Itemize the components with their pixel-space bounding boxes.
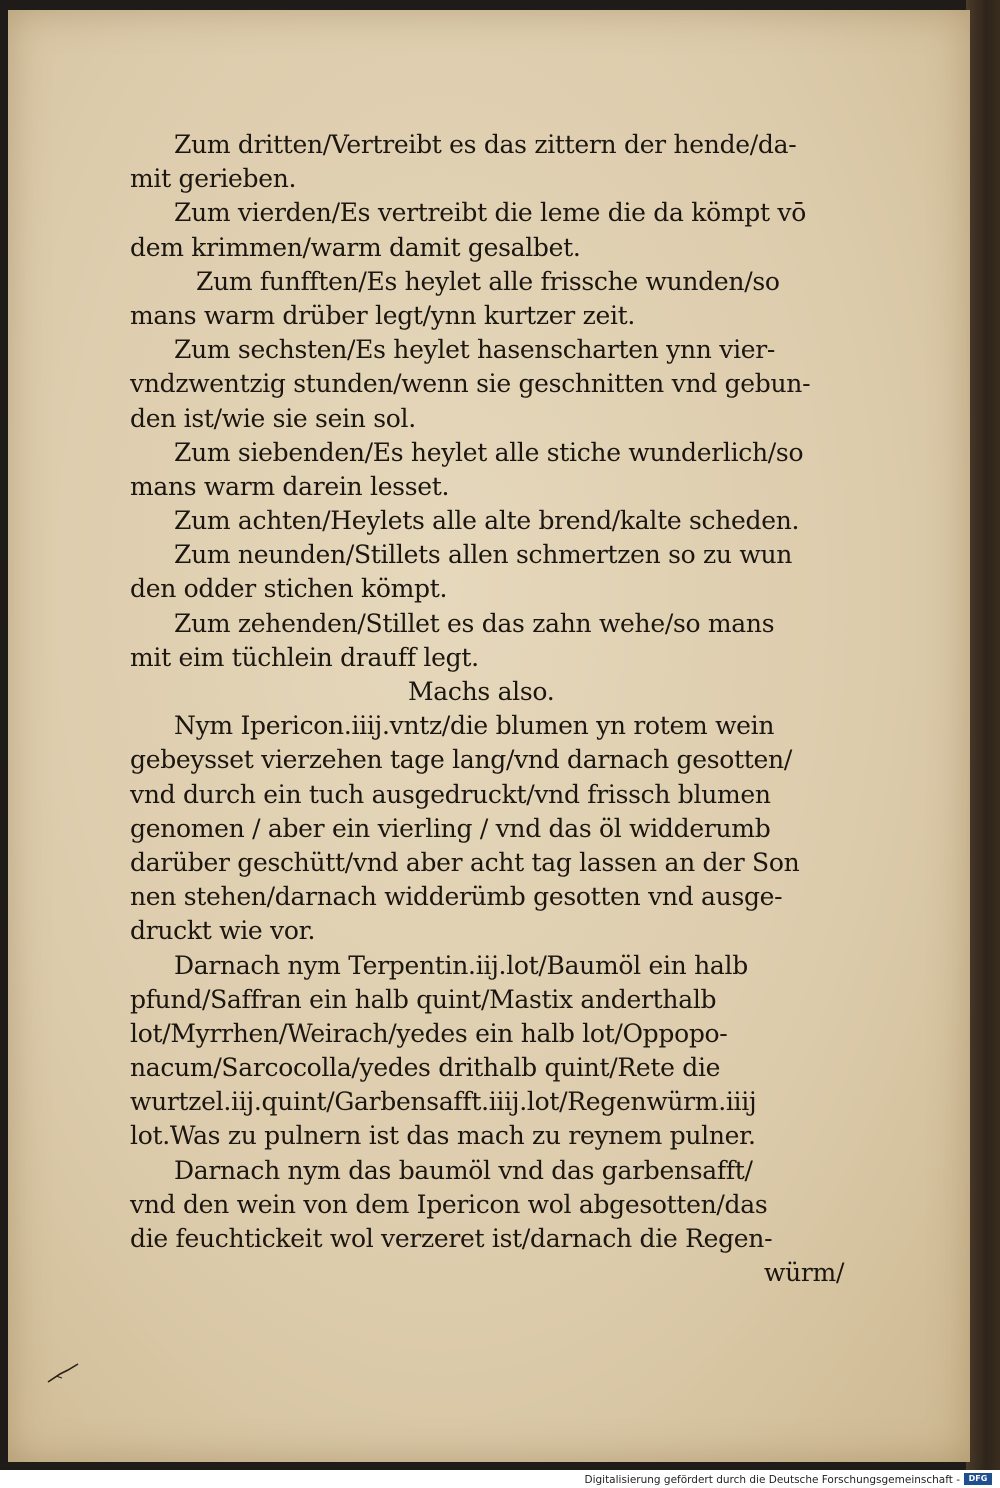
book-spine <box>966 0 1000 1470</box>
ink-mark <box>46 1362 80 1384</box>
text-line: mans warm drüber legt/ynn kurtzer zeit. <box>130 300 636 330</box>
section-heading: Machs also. <box>408 677 555 706</box>
text-line: Zum sechsten/Es heylet hasenscharten ynn vier- <box>174 335 776 365</box>
text-line: den odder stichen kömpt. <box>130 574 448 604</box>
text-line: Zum neunden/Stillets allen schmertzen so zu wun <box>174 540 793 570</box>
text-line: Darnach nym Terpentin.iij.lot/Baumöl ein halb <box>174 950 748 980</box>
text-line: mit eim tüchlein drauff legt. <box>130 642 479 672</box>
text-line: genomen / aber ein vierling / vnd das öl widderumb <box>130 813 771 843</box>
text-line: mans warm darein lesset. <box>130 471 450 501</box>
text-line: druckt wie vor. <box>130 916 316 946</box>
text-line: Zum funfften/Es heylet alle frissche wunden/so <box>196 266 780 296</box>
text-line: Zum dritten/Vertreibt es das zittern der hende/da- <box>174 130 797 159</box>
text-line: vnd den wein von dem Ipericon wol abgesotten/das <box>130 1189 768 1219</box>
text-line: dem krimmen/warm damit gesalbet. <box>130 232 581 262</box>
text-line: nacum/Sarcocolla/yedes drithalb quint/Rete die <box>130 1053 721 1083</box>
text-line: vndzwentzig stunden/wenn sie geschnitten vnd gebun- <box>130 369 811 399</box>
text-line: mit gerieben. <box>130 164 297 194</box>
text-line: gebeysset vierzehen tage lang/vnd darnach gesotten/ <box>130 745 792 775</box>
text-line: Nym Ipericon.iiij.vntz/die blumen yn rotem wein <box>174 711 775 741</box>
text-line: wurtzel.iij.quint/Garbensafft.iiij.lot/Regenwürm.iiij <box>130 1087 757 1117</box>
catchword: würm/ <box>764 1258 845 1288</box>
text-line: die feuchtickeit wol verzeret ist/darnach die Regen- <box>130 1224 773 1253</box>
text-line: pfund/Saffran ein halb quint/Mastix anderthalb <box>130 984 717 1014</box>
text-line: lot/Myrrhen/Weirach/yedes ein halb lot/Oppopo- <box>130 1018 728 1048</box>
text-line: darüber geschütt/vnd aber acht tag lassen an der Son <box>130 847 800 877</box>
text-line: lot.Was zu pulnern ist das mach zu reynem pulner. <box>130 1121 756 1151</box>
text-line: Zum zehenden/Stillet es das zahn wehe/so mans <box>174 608 775 638</box>
dfg-logo: DFG <box>964 1473 992 1485</box>
text-line: den ist/wie sie sein sol. <box>130 403 416 433</box>
funding-note: Digitalisierung gefördert durch die Deutsche Forschungsgemeinschaft - <box>584 1474 960 1486</box>
text-line: Zum siebenden/Es heylet alle stiche wunderlich/so <box>174 437 804 467</box>
text-line: Darnach nym das baumöl vnd das garbensafft/ <box>174 1155 753 1185</box>
footer-bar <box>0 1470 1000 1488</box>
text-line: vnd durch ein tuch ausgedruckt/vnd frissch blumen <box>130 779 771 809</box>
text-line: Zum achten/Heylets alle alte brend/kalte scheden. <box>174 506 800 536</box>
page-text <box>130 128 890 1290</box>
text-line: Zum vierden/Es vertreibt die leme die da kömpt vō <box>174 198 806 228</box>
text-line: nen stehen/darnach widderümb gesotten vnd ausge- <box>130 882 783 912</box>
